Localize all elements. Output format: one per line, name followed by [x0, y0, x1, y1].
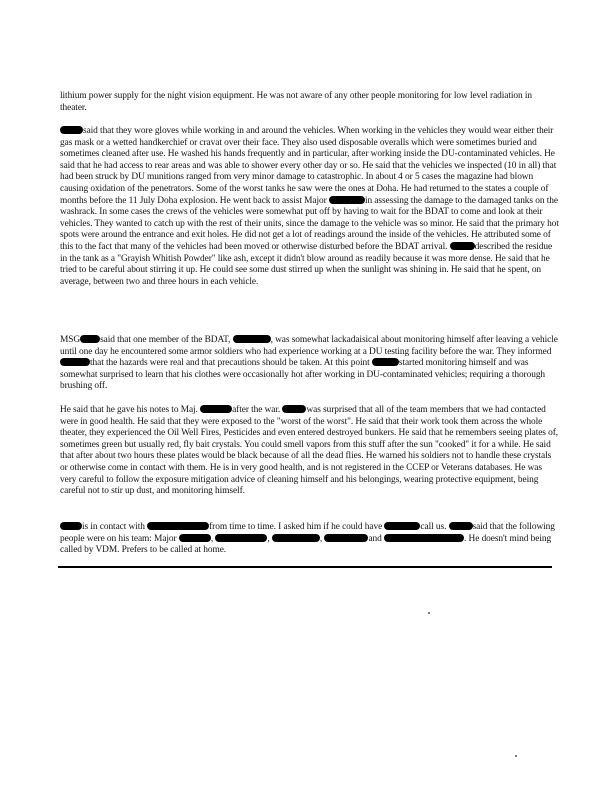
- redaction-mark: [272, 534, 320, 542]
- redaction-mark: [233, 335, 271, 343]
- text-segment: said that they wore gloves while working in and around the vehicles. When working in the vehicles they would wear either their gas mask or a wetted handkerchief or cravat over their face. They also used disposable overalls which were sometimes buried and sometimes cleaned after use. He washed his hands frequently and in particular, after working inside the DU-contaminated vehicles. He said that he had access to rear areas and was able to shower every other day or so. He said that the vehicles we inspected (10 in all) that had been struck by DU munitions ranged from very minor damage to catastrophic. In about 4 or 5 cases the magazine had blown causing oxidation of the penetrators. Some of the worst tanks he saw were the ones at Doha. He had returned to the states a couple of months before the 11 July Doha explosion. He went back to assist Major: [60, 126, 557, 206]
- horizontal-rule: [58, 566, 552, 568]
- redaction-mark: [200, 405, 232, 413]
- redaction-mark: [80, 335, 100, 343]
- paragraph-bdat-monitoring: [60, 335, 560, 393]
- redaction-mark: [282, 405, 306, 413]
- redaction-mark: [329, 196, 365, 204]
- redaction-mark: [384, 522, 420, 530]
- text-segment: He said that he gave his notes to Maj.: [60, 405, 201, 415]
- text-segment: said that one member of the BDAT,: [100, 335, 233, 345]
- redaction-mark: [60, 522, 82, 530]
- text-segment: described the residue in the tank as a "Grayish Whitish Powder" like ash, except it didn't blow around as readily because it was more dense. He said that he tried to be careful about stirring it up. He could see some dust stirred up when the sunlight was shining in. He said that he spent, on average, between two and three hours in each vehicle.: [60, 241, 553, 287]
- text-segment: is in contact with: [82, 522, 148, 532]
- text-segment: ,: [210, 533, 216, 544]
- redaction-mark: [450, 242, 475, 250]
- text-segment: from time to time. I asked him if he could have: [209, 522, 385, 532]
- scan-speck: [428, 612, 430, 614]
- redaction-mark: [324, 534, 368, 542]
- text-segment: , was somewhat lackadaisical about monitoring himself after leaving a vehicle until one day he encountered some armor soldiers who had experience working at a DU testing facility before the war. They informed: [60, 335, 558, 357]
- text-segment: and: [368, 533, 384, 544]
- text-segment: call us.: [420, 522, 449, 532]
- redaction-mark: [60, 126, 83, 134]
- redaction-mark: [449, 522, 473, 530]
- scan-speck: [515, 755, 517, 757]
- text-segment: was surprised that all of the team members that we had contacted were in good health. He said that they were exposed to the "worst of the worst". He said that their work took them across the whole theater, they experienced the Oil Well Fires, Pesticides and even entered destroyed bunkers. He said that he remembers seeing plates of, sometimes green but usually red, fly bait crystals. You could smell vapors from this stuff after the sun "cooked" it for a while. He said that after about two hours these plates would be black because of all the dead flies. He warned his soldiers not to handle these crystals or otherwise come in contact with them. He is in very good health, and is not registered in the CCEP or Veterans databases. He was very careful to follow the exposure mitigation advice of cleaning himself and his belongings, wearing protective equipment, being careful not to stir up dust, and monitoring himself.: [60, 405, 559, 497]
- text-segment: . He doesn't mind being called by VDM. Prefers to be called at home.: [60, 533, 552, 556]
- text-segment: that the hazards were real and that precautions should be taken. At this point: [90, 358, 372, 369]
- text-segment: in assessing the damage to the damaged tanks on the washrack. In some cases the crews of the vehicles were somewhat put off by having to wait for the BDAT to come and look at their vehicles. They wanted to catch up with the rest of their units, since the damage to the vehicle was so minor. He said that the primary hot spots were around the entrance and exit holes. He did not get a lot of readings around the inside of the vehicles. He attributed some of this to the fact that many of the vehicles had been moved or otherwise disturbed before the BDAT arrival.: [60, 195, 559, 252]
- paragraph-gloves-and-vehicles: [60, 126, 560, 288]
- redaction-mark: [215, 534, 267, 542]
- text-segment: after the war.: [232, 405, 283, 415]
- text-segment: ,: [319, 533, 325, 544]
- text-segment: said that the following people were on his team: Major: [60, 522, 555, 544]
- text-segment: MSG: [60, 335, 81, 345]
- redaction-mark: [60, 358, 90, 366]
- text-segment: lithium power supply for the night vision equipment. He was not aware of any other people monitoring for low level radiation in theater.: [60, 91, 533, 113]
- text-segment: started monitoring himself and was somewhat surprised to learn that his clothes were occasionally hot after working in DU-contaminated vehicles; requiring a thorough brushing off.: [60, 358, 546, 392]
- redaction-mark: [384, 534, 464, 542]
- paragraph-notes-and-health: [60, 405, 560, 498]
- paragraph-power-supply: [60, 91, 560, 114]
- redaction-mark: [147, 522, 209, 530]
- paragraph-team-contacts: [60, 522, 560, 557]
- text-segment: ,: [267, 533, 272, 544]
- redaction-mark: [179, 534, 211, 542]
- redaction-mark: [372, 358, 399, 366]
